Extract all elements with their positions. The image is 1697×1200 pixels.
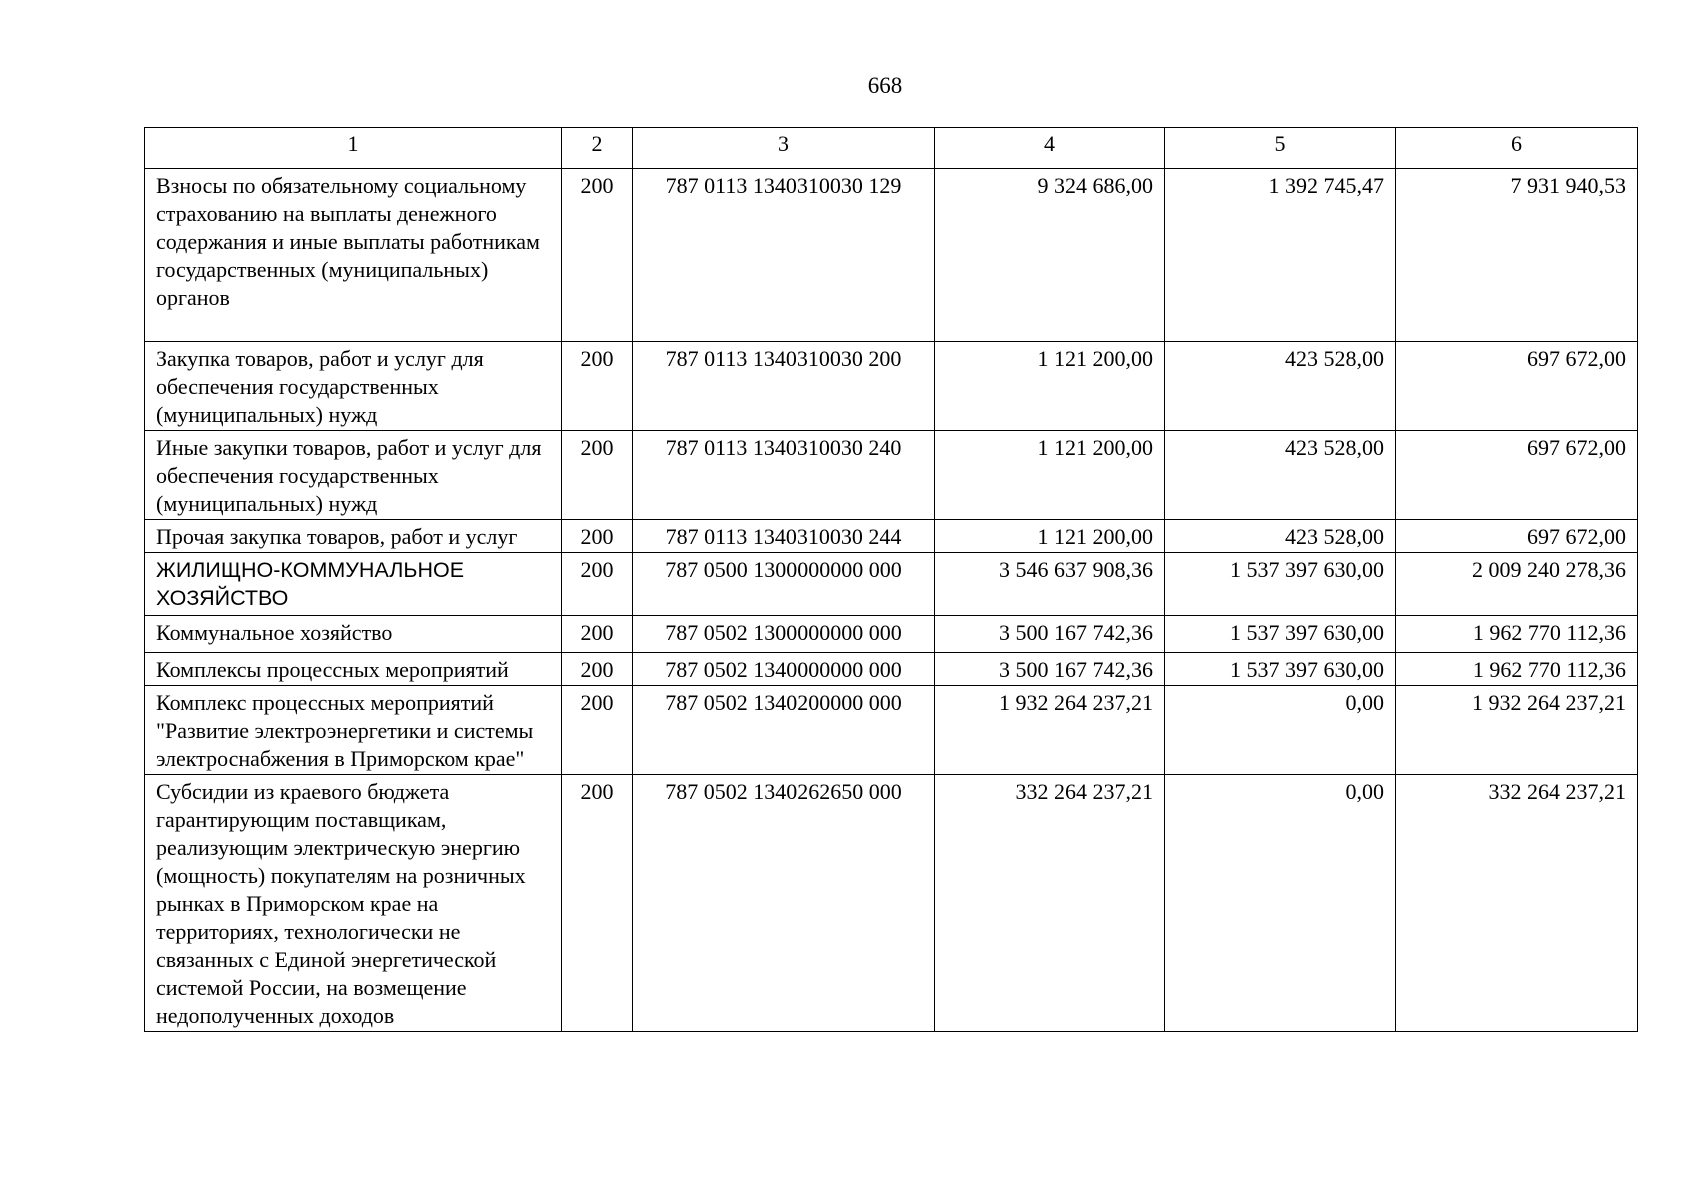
row-col5: 1 537 397 630,00 bbox=[1165, 616, 1396, 653]
row-col6: 2 009 240 278,36 bbox=[1396, 553, 1638, 616]
row-col5: 0,00 bbox=[1165, 686, 1396, 775]
column-header-3: 3 bbox=[633, 128, 935, 169]
row-source: 200 bbox=[562, 431, 633, 520]
table-row-section bbox=[145, 553, 1638, 616]
row-source: 200 bbox=[562, 553, 633, 616]
table-row bbox=[145, 775, 1638, 1032]
row-source: 200 bbox=[562, 616, 633, 653]
row-name: Закупка товаров, работ и услуг для обеспечения государственных (муниципальных) нужд bbox=[145, 342, 562, 431]
row-col6: 1 962 770 112,36 bbox=[1396, 616, 1638, 653]
row-name: Коммунальное хозяйство bbox=[145, 616, 562, 653]
row-col4: 1 932 264 237,21 bbox=[935, 686, 1165, 775]
budget-table bbox=[144, 127, 1638, 1032]
column-header-4: 4 bbox=[935, 128, 1165, 169]
table-row bbox=[145, 653, 1638, 686]
row-name: Комплекс процессных мероприятий "Развитие электроэнергетики и системы электроснабжения в Приморском крае" bbox=[145, 686, 562, 775]
row-col4: 1 121 200,00 bbox=[935, 342, 1165, 431]
row-col5: 0,00 bbox=[1165, 775, 1396, 1032]
column-header-6: 6 bbox=[1396, 128, 1638, 169]
row-col4: 3 546 637 908,36 bbox=[935, 553, 1165, 616]
row-source: 200 bbox=[562, 775, 633, 1032]
row-code: 787 0502 1340000000 000 bbox=[633, 653, 935, 686]
row-col5: 1 392 745,47 bbox=[1165, 169, 1396, 342]
row-col4: 332 264 237,21 bbox=[935, 775, 1165, 1032]
row-col5: 423 528,00 bbox=[1165, 431, 1396, 520]
row-col4: 1 121 200,00 bbox=[935, 431, 1165, 520]
row-col6: 697 672,00 bbox=[1396, 342, 1638, 431]
row-col6: 697 672,00 bbox=[1396, 520, 1638, 553]
row-col6: 697 672,00 bbox=[1396, 431, 1638, 520]
row-col6: 1 962 770 112,36 bbox=[1396, 653, 1638, 686]
row-source: 200 bbox=[562, 686, 633, 775]
table-header-row bbox=[145, 128, 1638, 169]
row-code: 787 0502 1300000000 000 bbox=[633, 616, 935, 653]
page-number: 668 bbox=[867, 73, 903, 98]
column-header-5: 5 bbox=[1165, 128, 1396, 169]
row-code: 787 0113 1340310030 244 bbox=[633, 520, 935, 553]
row-code: 787 0113 1340310030 200 bbox=[633, 342, 935, 431]
column-header-1: 1 bbox=[145, 128, 562, 169]
row-code: 787 0500 1300000000 000 bbox=[633, 553, 935, 616]
row-source: 200 bbox=[562, 653, 633, 686]
row-col4: 3 500 167 742,36 bbox=[935, 616, 1165, 653]
table-row bbox=[145, 520, 1638, 553]
row-name: Комплексы процессных мероприятий bbox=[145, 653, 562, 686]
row-col4: 9 324 686,00 bbox=[935, 169, 1165, 342]
row-name: Взносы по обязательному социальному страхованию на выплаты денежного содержания и иные выплаты работникам государственных (муниципальных) органов bbox=[145, 169, 562, 342]
row-col6: 332 264 237,21 bbox=[1396, 775, 1638, 1032]
row-source: 200 bbox=[562, 520, 633, 553]
table-row bbox=[145, 342, 1638, 431]
row-source: 200 bbox=[562, 169, 633, 342]
row-code: 787 0113 1340310030 240 bbox=[633, 431, 935, 520]
row-col5: 1 537 397 630,00 bbox=[1165, 553, 1396, 616]
row-col4: 3 500 167 742,36 bbox=[935, 653, 1165, 686]
row-col6: 1 932 264 237,21 bbox=[1396, 686, 1638, 775]
row-col6: 7 931 940,53 bbox=[1396, 169, 1638, 342]
row-code: 787 0502 1340200000 000 bbox=[633, 686, 935, 775]
row-name: Субсидии из краевого бюджета гарантирующим поставщикам, реализующим электрическую энергию (мощность) покупателям на розничных рынках в Приморском крае на территориях, технологически не связанных с Единой энергетической системой России, на возмещение недополученных доходов bbox=[145, 775, 562, 1032]
row-code: 787 0113 1340310030 129 bbox=[633, 169, 935, 342]
row-col5: 423 528,00 bbox=[1165, 520, 1396, 553]
table-row bbox=[145, 686, 1638, 775]
row-col5: 423 528,00 bbox=[1165, 342, 1396, 431]
row-col4: 1 121 200,00 bbox=[935, 520, 1165, 553]
column-header-2: 2 bbox=[562, 128, 633, 169]
section-heading: ЖИЛИЩНО-КОММУНАЛЬНОЕ ХОЗЯЙСТВО bbox=[145, 553, 562, 616]
row-name: Прочая закупка товаров, работ и услуг bbox=[145, 520, 562, 553]
table-row bbox=[145, 431, 1638, 520]
table-row bbox=[145, 616, 1638, 653]
row-source: 200 bbox=[562, 342, 633, 431]
row-name: Иные закупки товаров, работ и услуг для обеспечения государственных (муниципальных) нужд bbox=[145, 431, 562, 520]
row-code: 787 0502 1340262650 000 bbox=[633, 775, 935, 1032]
table-row bbox=[145, 169, 1638, 342]
row-col5: 1 537 397 630,00 bbox=[1165, 653, 1396, 686]
